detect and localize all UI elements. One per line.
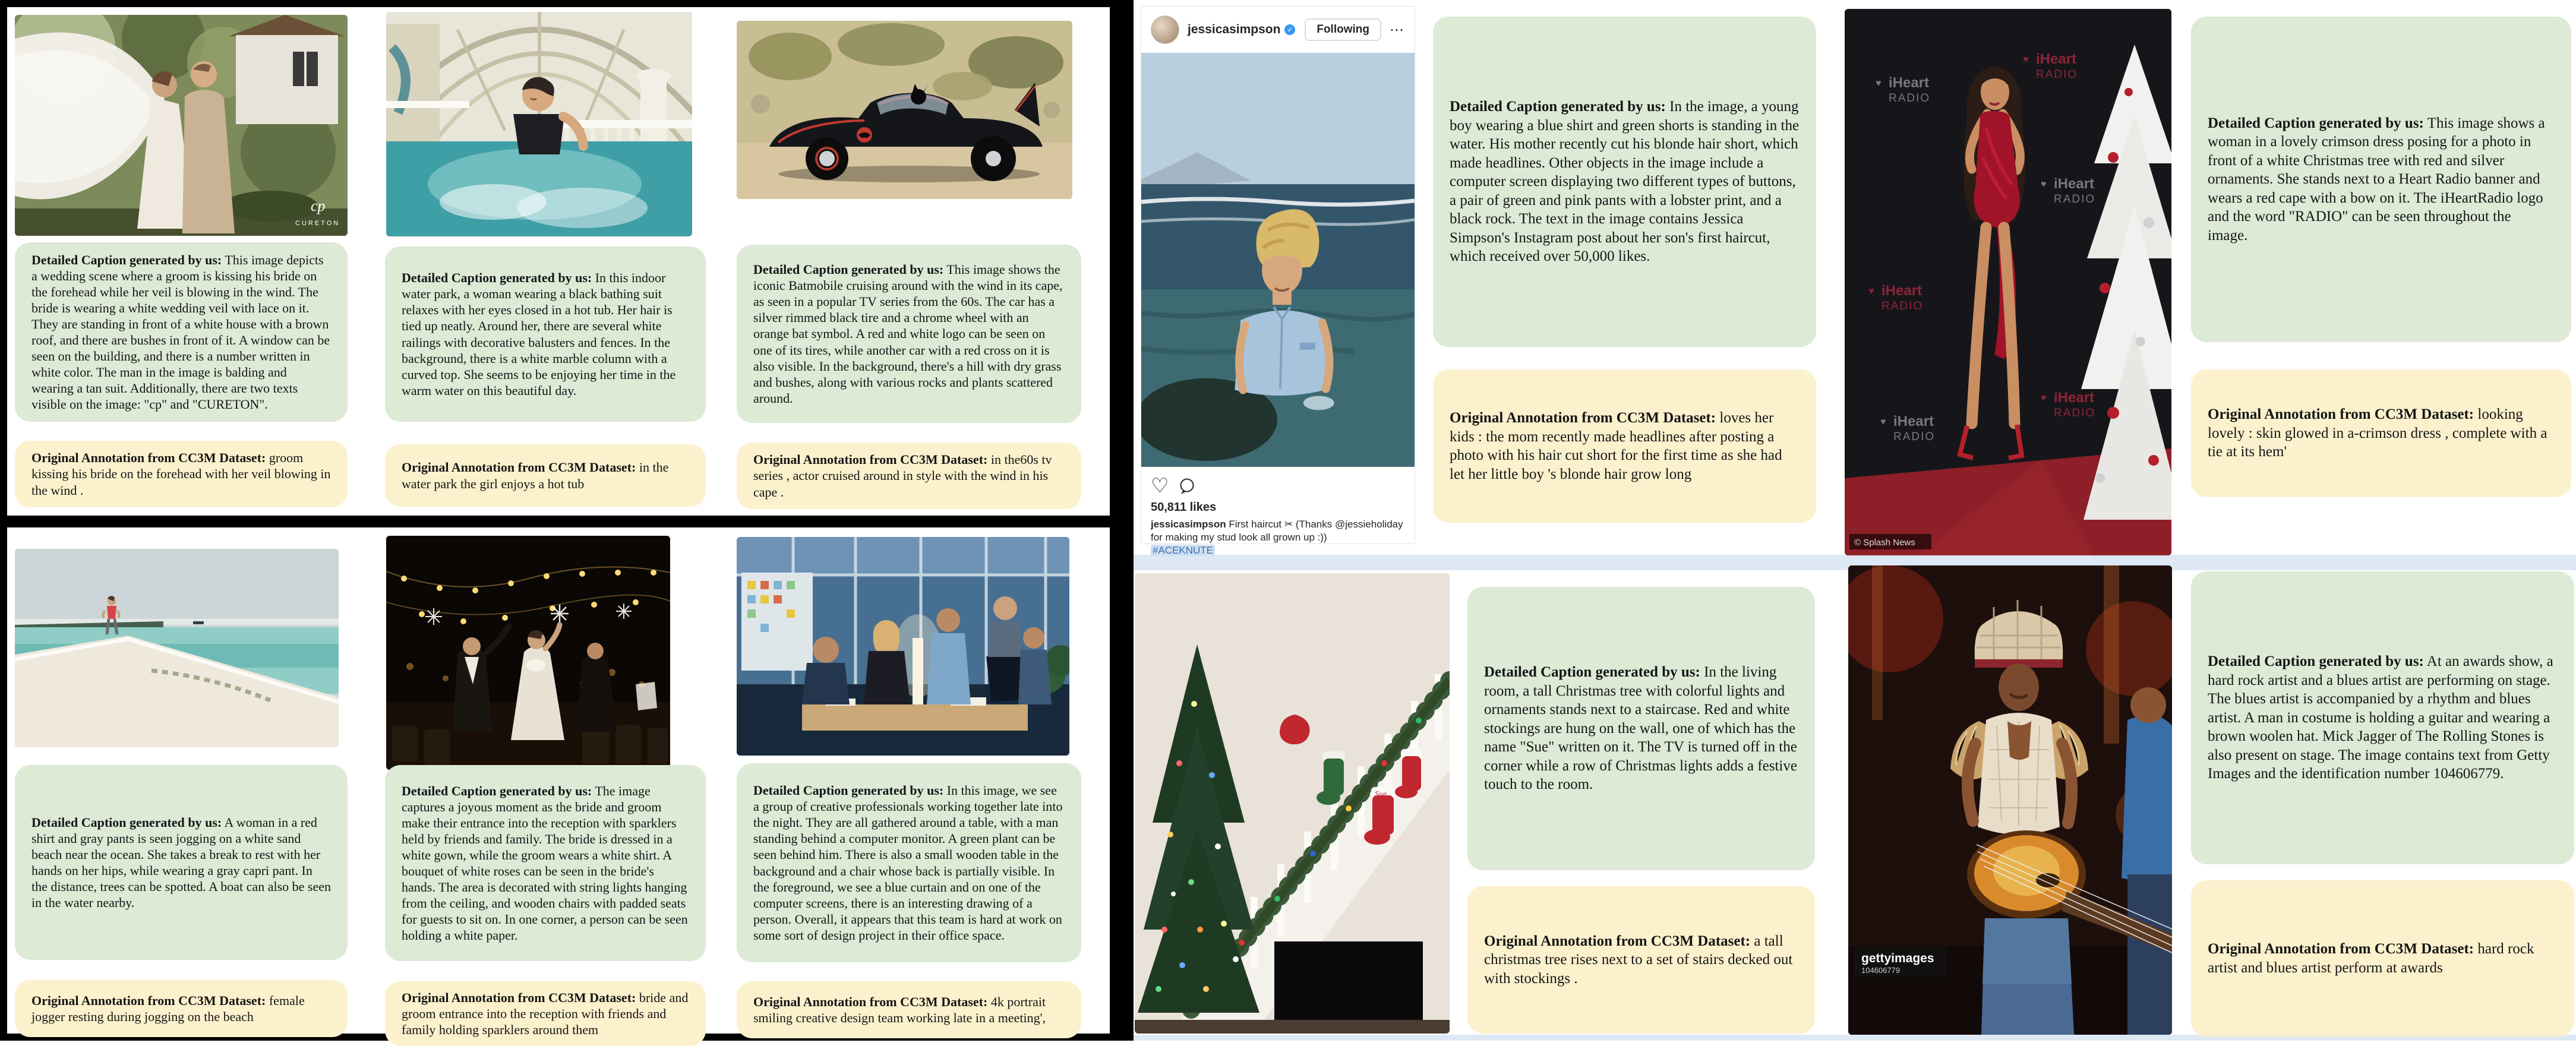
caption-paragraph	[1484, 663, 1798, 794]
following-button[interactable]: Following	[1305, 18, 1381, 41]
caption-box-water-park	[385, 247, 706, 422]
caption-prefix: Detailed Caption generated by us:	[402, 270, 592, 286]
getty-watermark: gettyimages	[1861, 952, 1934, 965]
annotation-paragraph	[402, 459, 689, 491]
annotation-text: female jogger resting during jogging on the beach	[31, 993, 305, 1024]
caption-box-stage	[2191, 571, 2574, 864]
caption-paragraph	[402, 783, 689, 943]
caption-box-batmobile	[737, 245, 1081, 423]
iheart-heart-icon: ♥	[2041, 393, 2047, 403]
iheart-logo-text: iHeart	[2054, 390, 2095, 406]
caption-box-beach-jogger	[15, 765, 348, 960]
caption-prefix: Detailed Caption generated by us:	[1484, 664, 1700, 681]
annotation-text: in the water park the girl enjoys a hot tub	[402, 460, 669, 491]
caption-text: In this image, we see a group of creative professionals working together late into the night. They are all gathered around a table, with a man standing behind a computer monitor. A green plant can be seen behind him. There is also a small wooden table in the background and a chair whose back is partially visible. In the foreground, we see a blue curtain and on one of the computer screens, there is an interesting drawing of a person. Overall, it appears that this team is hard at work on some sort of design project in their office space.	[753, 783, 1063, 943]
annotation-text: loves her kids : the mom recently made headlines after posting a photo with his hair cut short for the first time as she had let her little boy 's blonde hair grow long	[1450, 410, 1782, 482]
photo-stage-performers	[1848, 565, 2172, 1035]
caption-username[interactable]: jessicasimpson	[1151, 519, 1226, 530]
iheart-heart-icon: ♥	[1880, 417, 1886, 427]
instagram-action-row	[1151, 475, 1405, 497]
annotation-paragraph	[1450, 409, 1800, 484]
photo-water-park	[386, 12, 692, 236]
iheart-logo-text: iHeart	[1889, 75, 1930, 91]
caption-prefix: Detailed Caption generated by us:	[2208, 115, 2424, 131]
annotation-text: looking lovely : skin glowed in a-crimson dress , complete with a tie at its hem'	[2208, 406, 2547, 460]
iheart-logo-text: RADIO	[2054, 407, 2096, 419]
annotation-paragraph	[753, 994, 1065, 1026]
iheart-logo-text: RADIO	[2036, 68, 2078, 81]
wedding-photographer-name: CURETON	[295, 220, 340, 227]
getty-id-number: 104606779	[1861, 966, 1901, 975]
instagram-username[interactable]: jessicasimpson	[1188, 23, 1281, 36]
caption-box-boy	[1433, 17, 1816, 347]
annotation-paragraph	[2208, 405, 2555, 462]
annotation-box-wedding	[15, 441, 348, 507]
iheart-logo-text: RADIO	[2054, 193, 2096, 206]
caption-text: At an awards show, a hard rock artist and a blues artist are performing on stage. The blues artist is accompanied by a rhythm and blues artist. A man in costume is holding a guitar and wearing a brown woolen hat. Mick Jagger of The Rolling Stones is also present on stage. The image contains text from Getty Images and the identification number 104606779.	[2208, 653, 2553, 782]
iheart-logo-text: iHeart	[2054, 176, 2095, 192]
photo-crimson-dress	[1845, 9, 2171, 555]
caption-paragraph	[753, 261, 1065, 406]
caption-prefix: Detailed Caption generated by us:	[753, 262, 944, 277]
caption-paragraph	[2208, 652, 2558, 783]
caption-text: This image shows the iconic Batmobile cruising around with the wind in its cape, as seen in a popular TV series from the 60s. The car has a silver rimmed black tire and a chrome wheel with an orange bat symbol. A red and white logo can be seen on one of its tires, while another car with a red cross on it is also visible. In the background, there's a hill with dry grass and bushes, along with various rocks and plants scattered around.	[753, 262, 1063, 406]
caption-text: In the living room, a tall Christmas tree with colorful lights and ornaments stands next to a staircase. Red and white stockings are hung on the wall, one of which has the name "Sue" written on it. The TV is turned off in the corner while a row of Christmas lights adds a festive touch to the room.	[1484, 664, 1797, 793]
caption-text: In the image, a young boy wearing a blue shirt and green shorts is standing in the water. His mother recently cut his blonde hair short, which made headlines. Other objects in the image include a computer screen displaying two different types of buttons, a pair of green and pink pants with a lobster print, and a black rock. The text in the image contains Jessica Simpson's Instagram post about her son's first haircut, which received over 50,000 likes.	[1450, 99, 1800, 265]
iheart-logo-text: RADIO	[1889, 92, 1931, 105]
photo-christmas-tree-stairs	[1135, 573, 1450, 1034]
caption-prefix: Detailed Caption generated by us:	[402, 783, 592, 798]
annotation-prefix: Original Annotation from CC3M Dataset:	[753, 994, 988, 1009]
photo-office-team	[737, 537, 1069, 756]
caption-paragraph	[2208, 114, 2555, 245]
annotation-box-office-team	[737, 981, 1081, 1038]
annotation-text: bride and groom entrance into the reception with friends and family holding sparklers around them	[402, 990, 689, 1038]
photo-batmobile	[737, 21, 1072, 199]
annotation-prefix: Original Annotation from CC3M Dataset:	[31, 993, 266, 1008]
splash-news-credit: © Splash News	[1854, 538, 1915, 548]
annotation-paragraph	[1484, 932, 1798, 988]
photo-wedding-kiss	[15, 15, 348, 236]
caption-text: The image captures a joyous moment as the bride and groom make their entrance into the reception with sparklers held by friends and family. The bride is dressed in a white gown, while the groom wears a white shirt. A bouquet of white roses can be seen in the bride's hands. The area is decorated with string lights hanging from the ceiling, and wooden chairs with padded seats for guests to sit on. In one corner, a person can be seen holding a white paper.	[402, 783, 688, 943]
iheart-logo-text: iHeart	[1893, 413, 1934, 429]
annotation-paragraph	[31, 450, 331, 498]
photo-boy-in-water	[1141, 53, 1415, 469]
iheart-logo-text: RADIO	[1882, 300, 1924, 312]
annotation-text: hard rock artist and blues artist perform at awards	[2208, 941, 2534, 976]
caption-box-crimson-dress	[2191, 17, 2571, 342]
caption-box-office-team	[737, 763, 1081, 962]
caption-box-reception	[385, 765, 706, 961]
annotation-text: in the60s tv series , actor cruised around in style with the wind in his cape .	[753, 452, 1052, 500]
annotation-text: a tall christmas tree rises next to a set of stairs decked out with stockings .	[1484, 933, 1793, 987]
annotation-box-water-park	[385, 444, 706, 507]
caption-prefix: Detailed Caption generated by us:	[2208, 653, 2424, 670]
annotation-text: 4k portrait smiling creative design team working late in a meeting',	[753, 994, 1046, 1025]
annotation-box-batmobile	[737, 443, 1081, 509]
caption-body: First haircut ✂ (Thanks @jessieholiday for making my stud look all grown up :))	[1151, 519, 1403, 543]
photo-beach-jogger	[15, 549, 339, 747]
caption-text: A woman in a red shirt and gray pants is seen jogging on a white sand beach near the ocean. She takes a break to rest with her hands on her hips, while wearing a gray capri pant. In the distance, trees can be spotted. A boat can also be seen in the water nearby.	[31, 814, 331, 911]
caption-paragraph	[31, 252, 331, 412]
photo-reception-sparklers	[386, 536, 670, 770]
verified-badge-icon: ✓	[1284, 24, 1295, 35]
annotation-box-reception	[385, 981, 706, 1046]
caption-paragraph	[402, 270, 689, 398]
caption-paragraph	[31, 814, 331, 911]
avatar[interactable]	[1151, 15, 1179, 44]
caption-prefix: Detailed Caption generated by us:	[31, 252, 222, 267]
annotation-prefix: Original Annotation from CC3M Dataset:	[31, 450, 266, 466]
annotation-text: groom kissing his bride on the forehead with her veil blowing in the wind .	[31, 450, 331, 498]
comment-icon[interactable]	[1178, 477, 1196, 495]
iheart-logo-text: iHeart	[1882, 283, 1922, 299]
annotation-box-christmas-tree	[1467, 886, 1815, 1034]
caption-prefix: Detailed Caption generated by us:	[31, 814, 222, 830]
iheart-heart-icon: ♥	[2023, 55, 2029, 65]
wedding-photographer-logo: cp	[311, 197, 326, 214]
annotation-prefix: Original Annotation from CC3M Dataset:	[2208, 406, 2474, 423]
annotation-prefix: Original Annotation from CC3M Dataset:	[402, 990, 636, 1005]
instagram-caption	[1151, 518, 1405, 557]
iheart-heart-icon: ♥	[1876, 78, 1882, 89]
annotation-paragraph	[31, 993, 331, 1025]
likes-count[interactable]: 50,811 likes	[1151, 501, 1217, 514]
caption-prefix: Detailed Caption generated by us:	[753, 783, 944, 798]
caption-paragraph	[1450, 97, 1800, 266]
annotation-prefix: Original Annotation from CC3M Dataset:	[1484, 933, 1751, 949]
caption-box-christmas-tree	[1467, 587, 1815, 870]
annotation-box-beach-jogger	[15, 980, 348, 1037]
annotation-prefix: Original Annotation from CC3M Dataset:	[1450, 410, 1716, 426]
instagram-footer	[1141, 469, 1415, 557]
iheart-logo-text: RADIO	[1893, 431, 1936, 443]
caption-text: This image depicts a wedding scene where a groom is kissing his bride on the forehead while her veil is blowing in the wind. The bride is wearing a white wedding veil with lace on it. They are standing in front of a white house with a brown roof, and there are bushes in front of it. A window can be seen on the building, and there is a number written in white color. The man in the image is balding and wearing a tan suit. Additionally, there are two texts visible on the image: "cp" and "CURETON".	[31, 252, 330, 412]
caption-box-wedding	[15, 242, 348, 422]
annotation-box-crimson-dress	[2191, 369, 2571, 497]
caption-prefix: Detailed Caption generated by us:	[1450, 99, 1666, 115]
annotation-prefix: Original Annotation from CC3M Dataset:	[753, 452, 988, 467]
annotation-paragraph	[2208, 940, 2558, 977]
iheart-heart-icon: ♥	[2041, 179, 2047, 189]
iheart-logo-text: iHeart	[2036, 51, 2077, 67]
annotation-prefix: Original Annotation from CC3M Dataset:	[402, 460, 636, 475]
annotation-paragraph	[753, 451, 1065, 500]
annotation-box-stage	[2191, 880, 2574, 1036]
annotation-paragraph	[402, 990, 689, 1038]
caption-text: This image shows a woman in a lovely crimson dress posing for a photo in front of a white Christmas tree with red and silver ornaments. She stands next to a Heart Radio banner and wears a red cape with a bow on it. The iHeartRadio logo and the word "RADIO" can be seen throughout the image.	[2208, 115, 2545, 244]
instagram-header	[1141, 7, 1415, 53]
hashtag-link[interactable]: #ACEKNUTE	[1151, 545, 1215, 556]
caption-paragraph	[753, 782, 1065, 943]
like-icon[interactable]: ♡	[1151, 475, 1169, 497]
instagram-post-card	[1141, 6, 1415, 557]
iheart-heart-icon: ♥	[1868, 286, 1874, 296]
more-options-icon[interactable]: ⋯	[1390, 21, 1405, 38]
annotation-prefix: Original Annotation from CC3M Dataset:	[2208, 941, 2474, 957]
annotation-box-boy	[1433, 369, 1816, 523]
stocking-name-text: Sue	[1375, 790, 1387, 799]
caption-text: In this indoor water park, a woman wearing a black bathing suit relaxes with her eyes closed in a hot tub. Her hair is tied up neatly. Around her, there are several white railings with decorative balusters and fences. In the background, there is a white marble column with a curved top. She seems to be enjoying her time in the warm water on this beautiful day.	[402, 270, 676, 398]
